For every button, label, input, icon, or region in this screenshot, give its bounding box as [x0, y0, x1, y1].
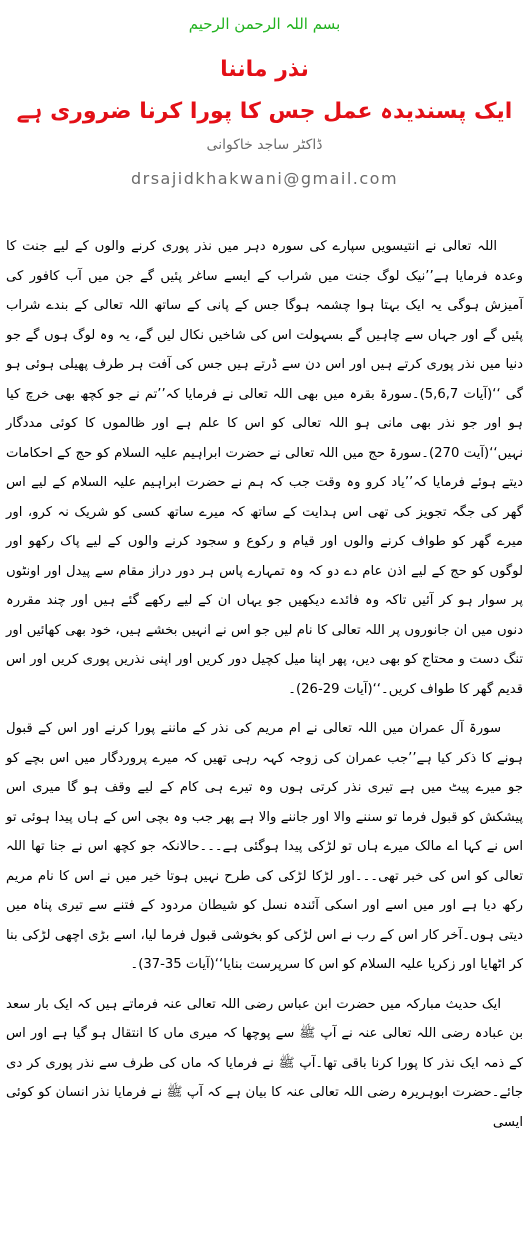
article-title: نذر ماننا: [220, 57, 309, 82]
article-body: [6, 232, 523, 1137]
body-paragraph-3: ایک حدیث مبارکہ میں حضرت ابن عباس رضی اللہ تعالی عنہ فرماتے ہیں کہ ایک بار سعد بن عبادہ رضی اللہ تعالی عنہ نے آپ ﷺ سے پوچھا کہ میری ماں کا انتقال ہو گیا ہے اور اس کے ذمہ ایک نذر کا پورا کرنا باقی تھا۔آپ ﷺ نے فرمایا کہ ماں کی طرف سے نذر پوری کر دی جائے۔حضرت ابوہریرہ رضی اللہ تعالی عنہ کا بیان ہے کہ آپ ﷺ نے فرمایا نذر انسان کو کوئی ایسی: [6, 996, 523, 1130]
body-paragraph-2: سورۃ آل عمران میں اللہ تعالی نے ام مریم کی نذر کے ماننے پورا کرنے اور اس کے قبول ہونے کا ذکر کیا ہے’’جب عمران کی زوجہ کہہ رہی تھیں کہ میرے پروردگار میں اس بچے کو جو میرے پیٹ میں ہے تیری نذر کرتی ہوں وہ تیرے ہی کام کے لیے وقف ہو گا میری اس پیشکش کو قبول فرما تو سننے والا اور جاننے والا ہے پھر جب وہ بچی اس کے ہاں پیدا ہوئی تو اس نے کہا اے مالک میرے ہاں تو لڑکی پیدا ہوگئی ہے۔۔۔حالانکہ جو کچھ اس نے جنا تھا اللہ تعالی کو اس کی خبر تھی۔۔۔اور لڑکا لڑکی کی طرح نہیں ہوتا خیر میں نے اس کا نام مریم رکھ دیا ہے اور میں اسے اور اسکی آئندہ نسل کو شیطان مردود کے فتنے سے تیری پناہ میں دیتی ہوں۔آخر کار اس کے رب نے اس لڑکی کو بخوشی قبول فرما لیا، اسے بڑی اچھی لڑکی بنا کر اٹھایا اور زکریا علیہ السلام کو اس کا سرپرست بنایا‘‘(آیات 35-37)۔: [6, 721, 523, 972]
body-paragraph-1: اللہ تعالی نے انتیسویں سپارے کی سورہ دہر میں نذر پوری کرنے والوں کے لیے جنت کا وعدہ فرمایا ہے’’نیک لوگ جنت میں شراب کے ایسے ساغر پئیں گے جن میں آب کافور کی آمیزش ہوگی یہ ایک بہتا ہوا چشمہ ہوگا جس کے پانی کے ساتھ اللہ تعالی کے بندے شراب پئیں گے اور جہاں سے چاہیں گے بسہولت اس کی شاخیں نکال لیں گے، یہ وہ لوگ ہوں گے جو دنیا میں نذر پوری کرتے ہیں اور اس دن سے ڈرتے ہیں جس کی آفت ہر طرف پھیلی ہوئی ہو گی ‘‘(آیات 5,6,7)۔سورۃ بقرہ میں بھی اللہ تعالی نے فرمایا کہ’’تم نے جو کچھ بھی خرچ کیا ہو اور جو نذر بھی مانی ہو اللہ تعالی کو اس کا علم ہے اور ظالموں کا کوئی مددگار نہیں‘‘(آیت 270)۔سورۃ حج میں اللہ تعالی نے حضرت ابراہیم علیہ السلام کو حج کے احکامات دیتے ہوئے فرمایا کہ’’یاد کرو وہ وقت جب کہ ہم نے حضرت ابراہیم علیہ السلام کے لیے اس گھر کی جگہ تجویز کی تھی اس ہدایت کے ساتھ کہ میرے ساتھ کسی کو شریک نہ کرو، اور میرے گھر کو طواف کرنے والوں اور قیام و رکوع و سجود کرنے والوں کے لیے پاک رکھو اور لوگوں کو حج کے لیے اذن عام دے دو کہ وہ تمہارے پاس ہر دور دراز مقام سے پیدل اور اونٹوں پر سوار ہو کر آئیں تاکہ وہ فائدے دیکھیں جو یہاں ان کے لیے رکھے گئے ہیں اور چند مقررہ دنوں میں ان جانوروں پر اللہ تعالی کا نام لیں جو اس نے انہیں بخشے ہیں، خود بھی کھائیں اور تنگ دست و محتاج کو بھی دیں، پھر اپنا میل کچیل دور کریں اور اپنی نذریں پوری کریں اور اس قدیم گھر کا طواف کریں۔‘‘(آیات 29-26)۔: [6, 239, 524, 697]
article-subtitle: ایک پسندیدہ عمل جس کا پورا کرنا ضروری ہے: [16, 99, 513, 124]
author-email: drsajidkhakwani@gmail.com: [130, 169, 399, 188]
bismillah-heading: بسم اللہ الرحمن الرحیم: [188, 15, 341, 33]
author-name: ڈاکٹر ساجد خاکوانی: [206, 137, 323, 153]
